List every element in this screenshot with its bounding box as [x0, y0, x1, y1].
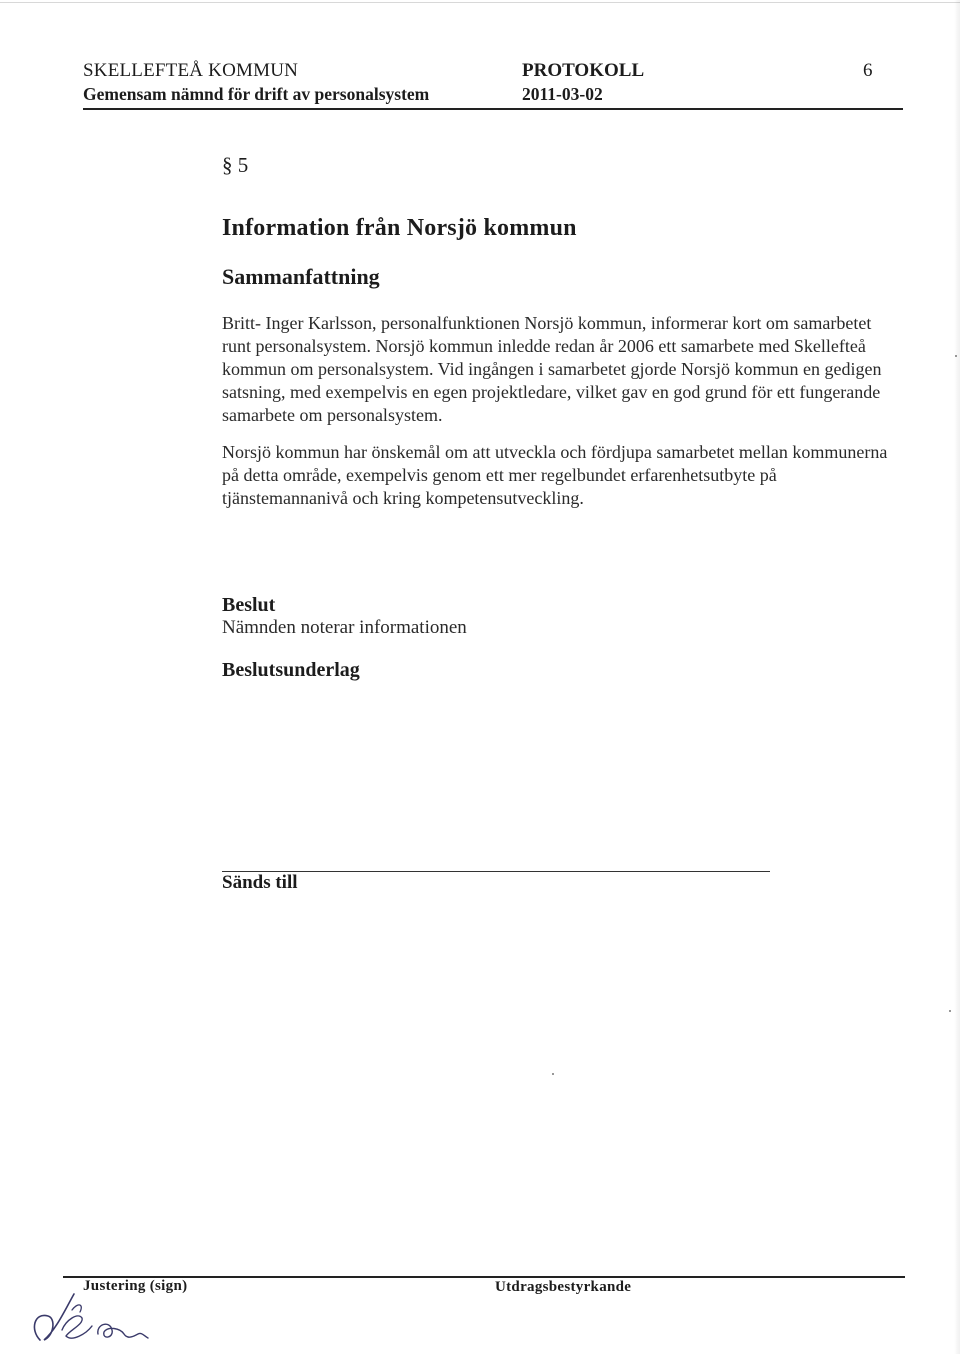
justering-label: Justering (sign) [83, 1278, 188, 1294]
signature-icon [26, 1290, 166, 1354]
utdragsbestyrkande-label: Utdragsbestyrkande [495, 1279, 632, 1295]
page-number: 6 [863, 60, 873, 81]
sent-to-heading: Sänds till [222, 872, 298, 893]
summary-paragraph: Britt- Inger Karlsson, personalfunktionen Norsjö kommun, informerar kort om samarbetet runt personalsystem. Norsjö kommun inledde redan år 2006 ett samarbete med Skellefteå kommun om personalsystem. Vid ingången i samarbetet gjorde Norsjö kommun en gedigen satsning, med exempelvis en egen projektledare, vilket gav en god grund för ett fungerande samarbete om personalsystem. [222, 313, 882, 425]
organization-name: SKELLEFTEÅ KOMMUN [83, 60, 299, 81]
scan-speck [552, 1073, 554, 1075]
scan-edge [0, 2, 960, 3]
decision-text: Nämnden noterar informationen [222, 617, 467, 638]
section-number: § 5 [222, 153, 249, 177]
document-date: 2011-03-02 [522, 84, 603, 104]
scan-speck [949, 1010, 951, 1012]
document-type: PROTOKOLL [522, 60, 645, 81]
summary-paragraph: Norsjö kommun har önskemål om att utveckla och fördjupa samarbetet mellan kommunerna på detta område, exempelvis genom ett mer regelbundet erfarenhetsutbyte på tjänstemannanivå och kring kompetensutveckling. [222, 442, 888, 508]
basis-heading: Beslutsunderlag [222, 659, 360, 681]
summary-heading: Sammanfattning [222, 264, 380, 289]
decision-heading: Beslut [222, 594, 276, 616]
committee-name: Gemensam nämnd för drift av personalsystem [83, 84, 430, 104]
sent-to-divider [222, 871, 770, 872]
header-divider [83, 108, 903, 110]
scan-shadow [954, 0, 960, 1354]
scan-speck [955, 355, 957, 357]
footer-divider [63, 1276, 905, 1278]
section-title: Information från Norsjö kommun [222, 215, 577, 241]
